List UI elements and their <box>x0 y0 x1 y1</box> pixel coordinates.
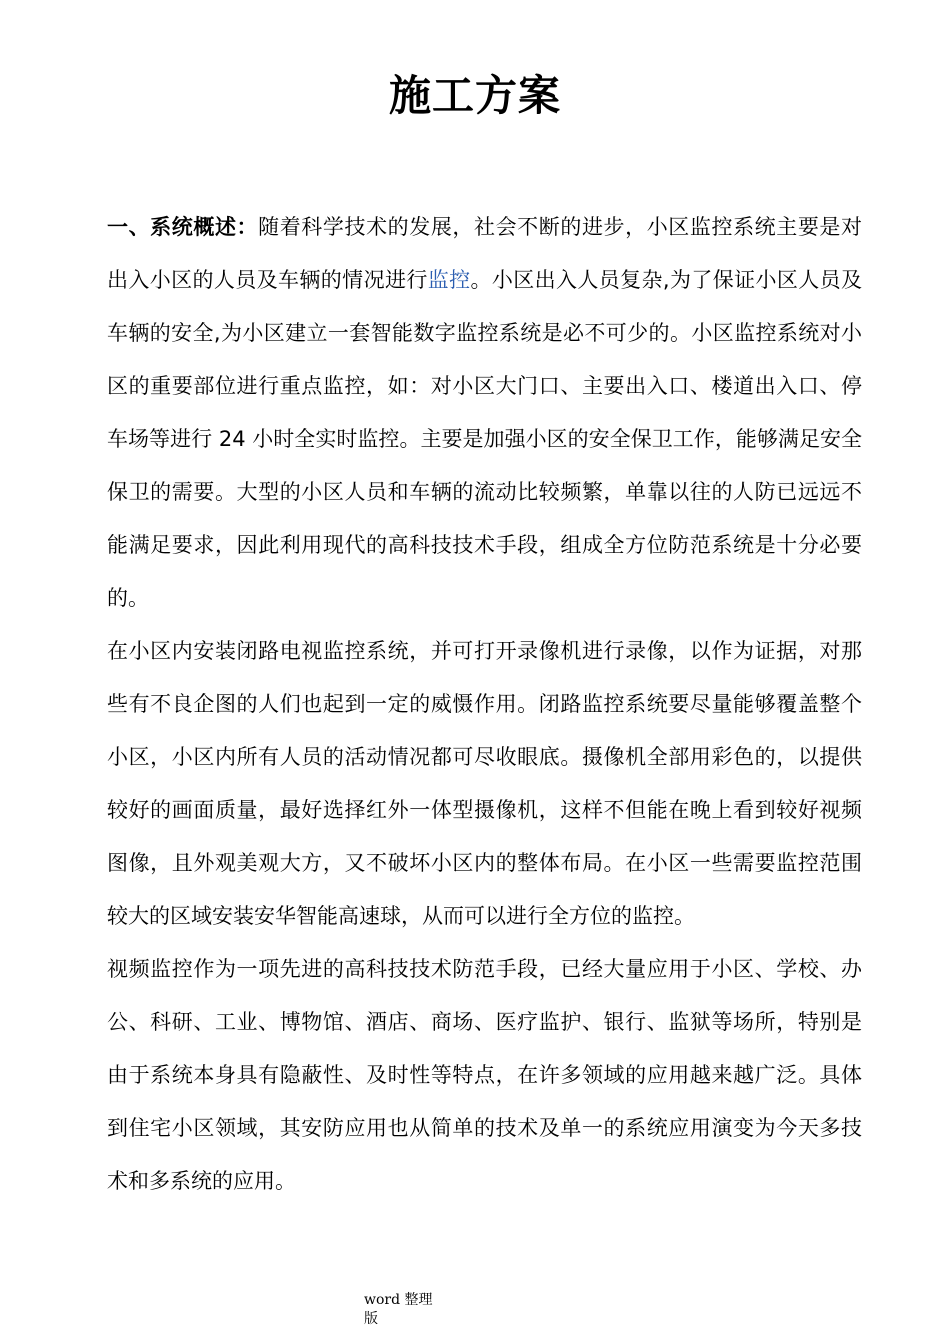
page-footer: word 整理版 <box>364 1292 433 1327</box>
paragraph-text: 。小区出入人员复杂,为了保证小区人员及车辆的安全,为小区建立一套智能数字监控系统是必不可少的。小区监控系统对小区的重要部位进行重点监控，如：对小区大门口、主要出入口、楼道出入口、停车场等进行 24 小时全实时监控。主要是加强小区的安全保卫工作，能够满足安全保卫的需要。大型的小区人员和车辆的流动比较频繁，单靠以往的人防已远远不能满足要求，因此利用现代的高科技技术手段，组成全方位防范系统是十分必要的。 <box>107 268 863 610</box>
section-heading: 一、系统概述： <box>107 215 259 239</box>
document-title: 施工方案 <box>388 71 561 120</box>
document-body <box>107 201 862 1208</box>
paragraph-cctv-installation: 在小区内安装闭路电视监控系统，并可打开录像机进行录像，以作为证据，对那些有不良企图的人们也起到一定的威慑作用。闭路监控系统要尽量能够覆盖整个小区，小区内所有人员的活动情况都可尽收眼底。摄像机全部用彩色的，以提供较好的画面质量，最好选择红外一体型摄像机，这样不但能在晚上看到较好视频图像，且外观美观大方，又不破坏小区内的整体布局。在小区一些需要监控范围较大的区域安装安华智能高速球，从而可以进行全方位的监控。 <box>107 639 862 928</box>
paragraph-system-overview <box>107 201 862 625</box>
paragraph-text: 随着科学技术的发展，社会不断的进步，小区监控系统主要是对出入小区的人员及车辆的情况进行 <box>107 215 863 292</box>
monitoring-link[interactable]: 监控 <box>427 268 471 292</box>
paragraph-video-surveillance: 视频监控作为一项先进的高科技技术防范手段，已经大量应用于小区、学校、办公、科研、工业、博物馆、酒店、商场、医疗监护、银行、监狱等场所，特别是由于系统本身具有隐蔽性、及时性等特点，在许多领域的应用越来越广泛。具体到住宅小区领域，其安防应用也从简单的技术及单一的系统应用演变为今天多技术和多系统的应用。 <box>107 957 862 1193</box>
